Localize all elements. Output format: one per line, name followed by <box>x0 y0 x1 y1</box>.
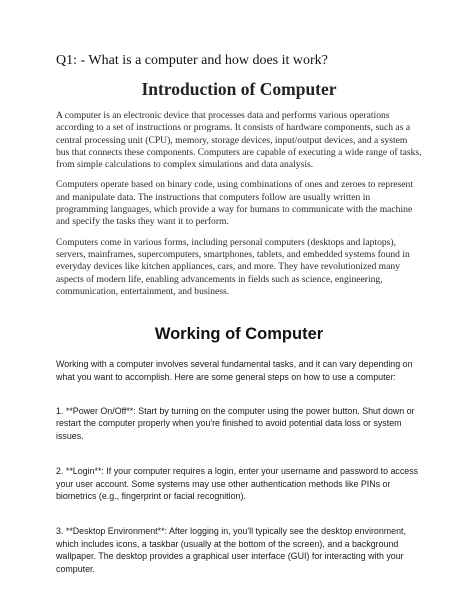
step-power: 1. **Power On/Off**: Start by turning on the computer using the power button. Shut down or restart the computer properly when you're finished to avoid potential data loss or system issues. <box>56 405 415 441</box>
intro-paragraph-3: Computers come in various forms, including personal computers (desktops and laptops), servers, mainframes, supercomputers, smartphones, tablets, and embedded systems found in everyday devices like kitchen appliances, cars, and more. They have revolutionized many aspects of modern life, enabling advancements in fields such as science, engineering, communication, entertainment, and business. <box>56 236 410 297</box>
step-login: 2. **Login**: If your computer requires a login, enter your username and password to access your user account. Some systems may use other authentication methods like PINs or biometrics (e.g., fingerprint or facial recognition). <box>56 466 419 501</box>
working-title: Working of Computer <box>154 325 324 344</box>
document-page <box>56 52 422 598</box>
intro-paragraph-1: A computer is an electronic device that processes data and performs various operations according to a set of instructions or programs. It consists of hardware components, such as a central processing unit (CPU), memory, storage devices, input/output devices, and a system bus that connects these components. Computers are capable of executing a wide range of tasks, from simple calculations to complex simulations and data analysis. <box>56 110 422 171</box>
question-heading: Q1: - What is a computer and how does it work? <box>56 53 328 68</box>
intro-paragraph-2: Computers operate based on binary code, using combinations of ones and zeroes to represent and manipulate data. The instructions that computers follow are usually written in programming languages, which provide a way for humans to communicate with the machine and specify the tasks they want it to perform. <box>56 179 413 228</box>
intro-title: Introduction of Computer <box>141 79 337 99</box>
working-intro-paragraph: Working with a computer involves several fundamental tasks, and it can vary depending on what you want to accomplish. Here are some general steps on how to use a computer: <box>56 359 413 382</box>
step-desktop: 3. **Desktop Environment**: After logging in, you'll typically see the desktop environment, which includes icons, a taskbar (usually at the bottom of the screen), and a background wallpaper. The desktop provides a graphical user interface (GUI) for interacting with your computer. <box>56 526 406 574</box>
